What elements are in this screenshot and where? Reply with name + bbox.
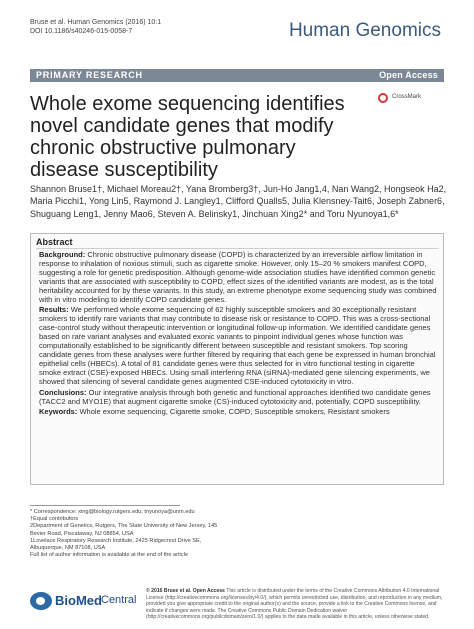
license-statement [146, 588, 446, 621]
affiliation-line: 1Lovelace Respiratory Research Institute, 2425 Ridgecrest Drive SE, [30, 537, 202, 544]
biomed-central-icon [30, 592, 52, 610]
footnote-line: Full list of author information is available at the end of the article [30, 552, 188, 559]
keywords-label: Keywords: [39, 407, 78, 417]
publisher-logo [30, 592, 140, 612]
license-copyright: © 2016 Bruse et al. Open Access [146, 588, 225, 594]
abstract-conclusions [39, 389, 437, 407]
section-label: PRIMARY RESEARCH [36, 70, 143, 80]
conclusions-label: Conclusions: [39, 387, 87, 397]
background-label: Background: [39, 250, 86, 259]
logo-bold-text: BioMed [55, 593, 102, 608]
keywords-text: Whole exome sequencing, Cigarette smoke, COPD, Susceptible smokers, Resistant smokers [79, 407, 390, 417]
results-label: Results: [39, 305, 69, 315]
correspondence-line[interactable]: * Correspondence: xing@biology.rutgers.edu; tnyunoya@unm.edu [30, 509, 195, 515]
crossmark-icon [378, 93, 388, 103]
license-text: This article is distributed under the terms of the Creative Commons Attribution 4.0 International License (http://creativecommons.org/licenses/by/4.0/), which permits unrestricted use, distribution, and reproduction in any medium, provided you give appropriate credit to the original author(s) and the source, provide a link to the Creative Commons license, and indicate if changes were made. The Creative Commons Public Domain Dedication waiver (http://creativecommons.org/publicdomain/zero/1.0/) applies to the data made available in this article, unless otherwise stated. [146, 588, 443, 620]
affiliation-line: Albuquerque, NM 87108, USA [30, 545, 106, 552]
background-text: Chronic obstructive pulmonary disease (COPD) is characterized by an irreversible airflow limitation in response to inhalation of noxious stimuli, such as cigarette smoke. However, only 15–20 % smokers manifest COPD, suggesting a role for genetic predisposition. Although genome-wide association studies have identified common genetic variants that are associated with susceptibility to COPD, effect sizes of the identified variants are modest, as is the total heritability accounted for by these variants. In this study, an extreme phenotype exome sequencing study was combined with in vitro modeling to identify COPD candidate genes. [39, 250, 437, 304]
abstract-results [39, 306, 437, 386]
conclusions-text: Our integrative analysis through both genetic and functional approaches identified two candidate genes (TACC2 and MYO1E) that augment cigarette smoke (CS)-induced cytotoxicity and, potentially, COPD susceptibility. [39, 387, 431, 406]
journal-name: Human Genomics [288, 20, 441, 41]
citation-text: Bruse et al. Human Genomics (2016) 10:1 [30, 19, 162, 26]
author-list: Shannon Bruse1†, Michael Moreau2†, Yana Bromberg3†, Jun-Ho Jang1,4, Nan Wang2, Hongseok Ha2, Maria Picchi1, Yong Lin5, Raymond J. Langley1, Clifford Qualls5, Julia Klensney-Tait6, Joseph Zabner6, Shuguang Leng1, Jenny Mao6, Steven A. Belinsky1, Jinchuan Xing2* and Toru Nyunoya1,6* [30, 184, 447, 219]
footnote-line: †Equal contributors [30, 516, 79, 523]
citation-block [30, 18, 161, 36]
affiliation-line: Bevier Road, Piscataway, NJ 08854, USA [30, 530, 134, 537]
abstract-background [39, 251, 437, 304]
logo-light-text: Central [101, 594, 137, 606]
abstract-body [39, 251, 437, 419]
affiliation-line: 2Department of Genetics, Rutgers, The State University of New Jersey, 145 [30, 523, 218, 530]
abstract-keywords [39, 408, 437, 417]
section-banner [30, 69, 444, 82]
footnotes [30, 505, 218, 559]
abstract-box [30, 233, 444, 485]
open-access-label: Open Access [379, 70, 438, 80]
crossmark-badge[interactable] [378, 92, 448, 106]
footnote-rule [30, 505, 180, 506]
doi-text: DOI 10.1186/s40246-015-0058-7 [30, 28, 133, 35]
crossmark-label: CrossMark [392, 94, 422, 100]
article-title: Whole exome sequencing identifies novel candidate genes that modify chronic obstructive pulmonary disease susceptibility [30, 93, 345, 181]
abstract-divider [36, 248, 438, 249]
results-text: We performed whole exome sequencing of 62 highly susceptible smokers and 30 exceptionally resistant smokers to identify rare variants that may contribute to disease risk or resistance to COPD. This was a cross-sectional case-control study without therapeutic intervention or longitudinal follow-up information. We identified candidate genes based on rare variant analyses and evaluated exonic variants to pinpoint individual genes whose function was computationally established to be significantly different between susceptible and resistant smokers. Top scoring candidate genes from these analyses were further filtered by requiring that each gene be expressed in human bronchial epithelial cells (HBECs). A total of 81 candidate genes were thus selected for in vitro functional testing in cigarette smoke extract (CSE)-exposed HBECs. Using small interfering RNA (siRNA)-mediated gene silencing experiments, we showed that silencing of several candidate genes augmented CSE-induced cytotoxicity in vitro. [39, 305, 436, 386]
abstract-heading: Abstract [36, 237, 73, 247]
